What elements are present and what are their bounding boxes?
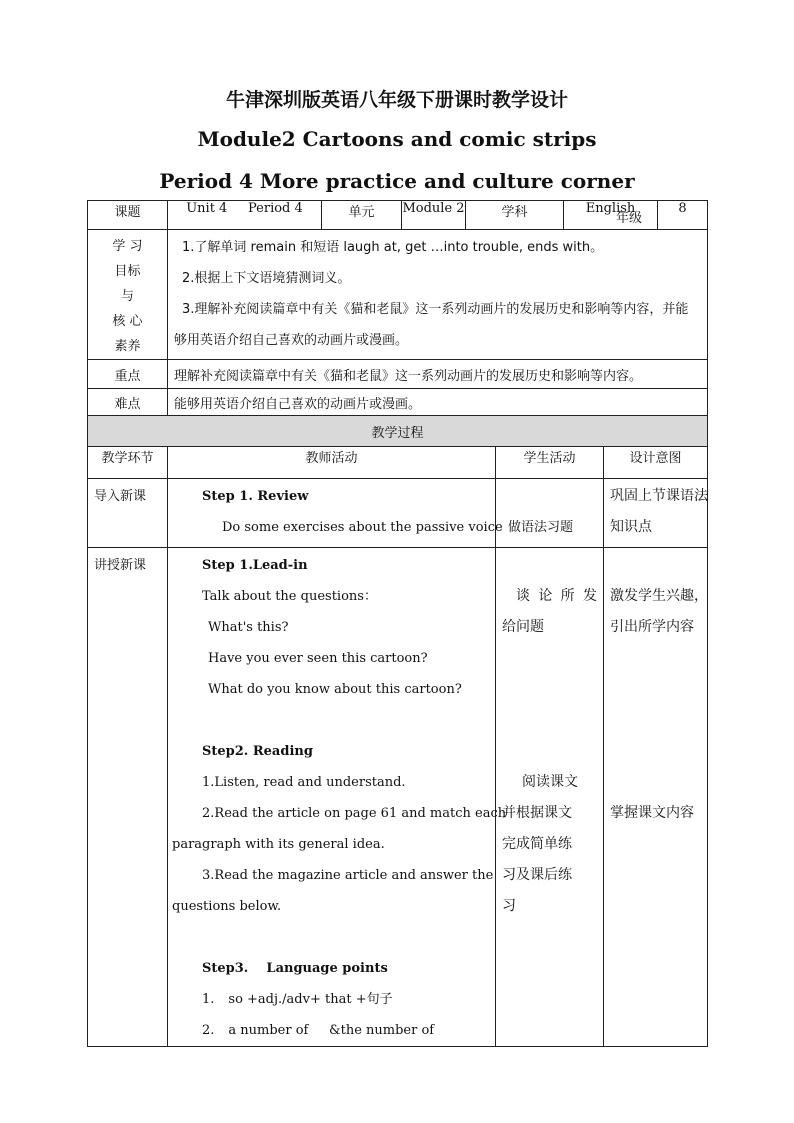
language-point-text: a number of &the number of (228, 1023, 435, 1038)
intro-stage-label: 导入新课 (94, 489, 147, 504)
module-title: Module2 Cartoons and comic strips (197, 127, 597, 151)
teacher-activity-line: Do some exercises about the passive voice (222, 520, 503, 535)
teaching-row (88, 548, 708, 1047)
difficulty-row (88, 389, 708, 416)
objectives-label-line: 与 (120, 289, 134, 304)
objective-item: 够用英语介绍自己喜欢的动画片或漫画。 (174, 333, 409, 348)
intro-row (88, 479, 708, 548)
intro-student (496, 479, 604, 548)
unit-value: Module 2 (402, 201, 466, 230)
teacher-activity-line: 2.Read the article on page 61 and match each (202, 806, 507, 821)
teacher-activity-line: What's this? (208, 620, 289, 635)
intent-line: 知识点 (610, 519, 653, 535)
teacher-activity-line: Talk about the questions： (202, 589, 377, 604)
objectives-label-line: 素养 (114, 339, 141, 354)
col-header-stage: 教学环节 (88, 447, 168, 479)
col-header-teacher: 教师活动 (168, 447, 496, 479)
intro-intent (604, 479, 708, 548)
subject-label: 学科 (466, 201, 564, 230)
teacher-activity-line: 3.Read the magazine article and answer the (202, 868, 494, 883)
period-title: Period 4 More practice and culture corner (159, 169, 635, 193)
topic-value: Unit 4 Period 4 (168, 201, 322, 230)
language-point (172, 1015, 489, 1046)
intent-line: 掌握课文内容 (610, 805, 695, 821)
teaching-intent (604, 548, 708, 1047)
intent-line: 巩固上节课语法 (610, 488, 709, 504)
intro-teacher (168, 479, 503, 548)
student-activity: 做语法习题 (508, 520, 574, 535)
difficulty-label: 难点 (88, 389, 168, 416)
objective-item: 3.理解补充阅读篇章中有关《猫和老鼠》这一系列动画片的发展历史和影响等内容，并能 (182, 302, 689, 317)
grade-label: 年级 (616, 211, 643, 226)
objectives-row (88, 230, 708, 360)
student-activity-line: 习及课后练 (502, 867, 572, 883)
objectives-label-line: 学 习 (112, 239, 143, 254)
teaching-stage (88, 548, 168, 1047)
teacher-activity-line: What do you know about this cartoon? (208, 682, 462, 697)
grade-value: 8 (678, 201, 687, 216)
objective-item: 2.根据上下文语境猜测词义。 (182, 271, 351, 286)
student-activity-line: 给问题 (502, 619, 544, 635)
student-activity-line: 谈 论 所 发 (516, 588, 598, 604)
topic-label: 课题 (88, 201, 168, 230)
teaching-student (496, 548, 604, 1047)
process-title: 教学过程 (88, 416, 708, 447)
objectives-label (88, 230, 168, 360)
key-point-text: 理解补充阅读篇章中有关《猫和老鼠》这一系列动画片的发展历史和影响等内容。 (168, 360, 708, 389)
teacher-activity-line: 1.Listen, read and understand. (202, 775, 406, 790)
grade-cell (616, 201, 708, 230)
student-activity-line: 完成简单练 (502, 836, 572, 852)
col-header-intent: 设计意图 (604, 447, 708, 479)
objectives-content (168, 230, 708, 360)
subject-value: English (564, 201, 658, 230)
student-activity-line: 习 (502, 898, 516, 914)
difficulty-text: 能够用英语介绍自己喜欢的动画片或漫画。 (168, 389, 708, 416)
student-activity-line: 并根据课文 (502, 805, 572, 821)
objectives-label-line: 目标 (114, 264, 141, 279)
intent-line: 引出所学内容 (610, 619, 695, 635)
key-point-row (88, 360, 708, 389)
process-column-headers (88, 447, 708, 479)
lesson-plan-table (87, 200, 708, 1047)
teacher-activity-line: Have you ever seen this cartoon? (208, 651, 428, 666)
intent-line: 激发学生兴趣， (610, 588, 709, 604)
objectives-label-line: 核 心 (112, 314, 143, 329)
key-point-label: 重点 (88, 360, 168, 389)
teaching-stage-label: 讲授新课 (94, 558, 147, 573)
language-point-num: 1. (202, 992, 215, 1007)
unit-label: 单元 (322, 201, 402, 230)
process-title-row (88, 416, 708, 447)
step-title: Step2. Reading (202, 744, 313, 759)
document-title: 牛津深圳版英语八年级下册课时教学设计 (225, 89, 568, 111)
step-title: Step3. Language points (202, 961, 388, 976)
teacher-activity-line: questions below. (172, 899, 282, 914)
objective-item: 1.了解单词 remain 和短语 laugh at, get …into trouble, ends with。 (182, 240, 604, 255)
teacher-activity-line: paragraph with its general idea. (172, 837, 385, 852)
student-activity-line: 阅读课文 (522, 774, 578, 790)
language-point-num: 2. (202, 1023, 215, 1038)
teaching-teacher (168, 548, 507, 1047)
col-header-student: 学生活动 (496, 447, 604, 479)
step-title: Step 1.Lead-in (202, 558, 308, 573)
language-point-text: so +adj./adv+ that +句子 (228, 992, 393, 1007)
step-title: Step 1. Review (202, 489, 309, 504)
intro-stage (88, 479, 168, 548)
language-point (172, 984, 489, 1015)
info-row (88, 201, 708, 230)
